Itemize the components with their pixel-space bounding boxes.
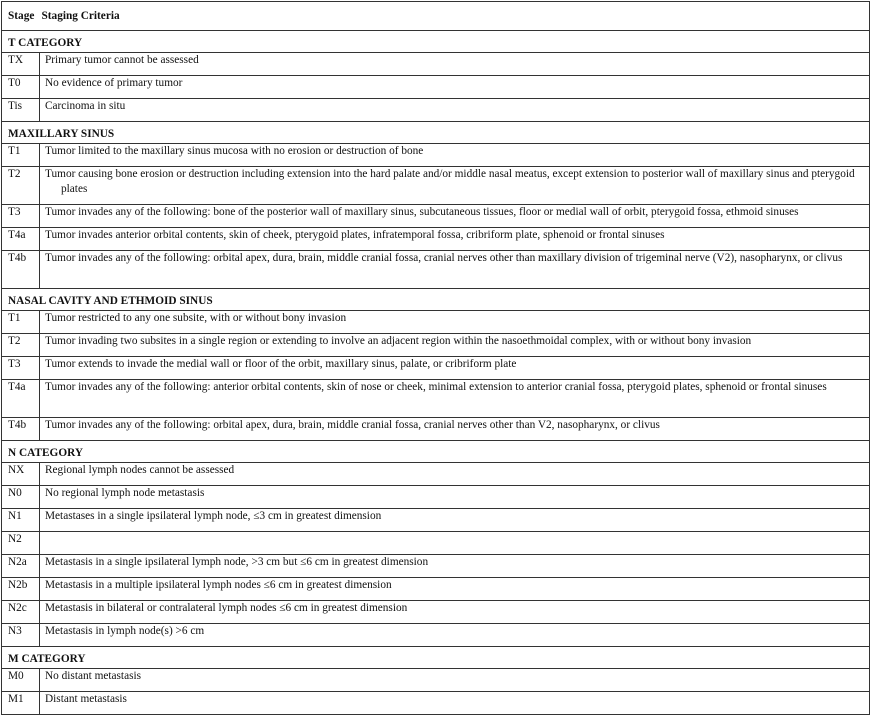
criteria-text: Tumor invades any of the following: anterior orbital contents, skin of nose or cheek, minimal extension to anterior cranial fossa, pterygoid plates, sphenoid or frontal sinuses bbox=[45, 381, 827, 393]
table-row bbox=[2, 532, 870, 555]
table-row bbox=[2, 578, 870, 601]
section-title: T CATEGORY bbox=[2, 31, 870, 53]
criteria-cell bbox=[40, 144, 870, 167]
stage-cell: T1 bbox=[2, 311, 40, 334]
criteria-cell bbox=[40, 334, 870, 357]
criteria-text: Tumor extends to invade the medial wall or floor of the orbit, maxillary sinus, palate, or cribriform plate bbox=[45, 358, 517, 370]
stage-cell: N2b bbox=[2, 578, 40, 601]
criteria-cell bbox=[40, 380, 870, 418]
criteria-text: Regional lymph nodes cannot be assessed bbox=[45, 464, 235, 476]
section-title: MAXILLARY SINUS bbox=[2, 122, 870, 144]
stage-cell: Tis bbox=[2, 99, 40, 122]
stage-cell: T4b bbox=[2, 418, 40, 441]
criteria-cell bbox=[40, 311, 870, 334]
table-row bbox=[2, 334, 870, 357]
table-row bbox=[2, 251, 870, 289]
criteria-cell bbox=[40, 251, 870, 289]
table-row bbox=[2, 692, 870, 715]
table-row bbox=[2, 205, 870, 228]
criteria-text: Metastasis in lymph node(s) >6 cm bbox=[45, 625, 205, 637]
table-row bbox=[2, 463, 870, 486]
table-row bbox=[2, 509, 870, 532]
stage-cell: T4a bbox=[2, 228, 40, 251]
table-row bbox=[2, 144, 870, 167]
stage-cell: NX bbox=[2, 463, 40, 486]
section-header-row bbox=[2, 289, 870, 311]
stage-cell: N2a bbox=[2, 555, 40, 578]
stage-cell: T2 bbox=[2, 334, 40, 357]
stage-cell: M1 bbox=[2, 692, 40, 715]
stage-cell: N0 bbox=[2, 486, 40, 509]
criteria-cell bbox=[40, 624, 870, 647]
criteria-text: Tumor invades any of the following: orbital apex, dura, brain, middle cranial fossa, cranial nerves other than V2, nasopharynx, or clivus bbox=[45, 419, 660, 431]
stage-cell: T2 bbox=[2, 167, 40, 205]
stage-cell: T1 bbox=[2, 144, 40, 167]
criteria-cell bbox=[40, 601, 870, 624]
header-row bbox=[2, 2, 870, 31]
stage-cell: N2c bbox=[2, 601, 40, 624]
criteria-text: Carcinoma in situ bbox=[45, 100, 126, 112]
criteria-text: Tumor restricted to any one subsite, with or without bony invasion bbox=[45, 312, 347, 324]
criteria-cell bbox=[40, 418, 870, 441]
section-title: M CATEGORY bbox=[2, 647, 870, 669]
criteria-cell bbox=[40, 357, 870, 380]
criteria-text: Tumor causing bone erosion or destruction including extension into the hard palate and/or middle nasal meatus, except extension to posterior wall of maxillary sinus and pterygoid plates bbox=[45, 168, 855, 195]
criteria-text: Tumor limited to the maxillary sinus mucosa with no erosion or destruction of bone bbox=[45, 145, 424, 157]
table-row bbox=[2, 76, 870, 99]
criteria-cell bbox=[40, 167, 870, 205]
criteria-cell bbox=[40, 486, 870, 509]
table-row bbox=[2, 167, 870, 205]
header-stage: Stage bbox=[2, 2, 40, 31]
section-title: NASAL CAVITY AND ETHMOID SINUS bbox=[2, 289, 870, 311]
stage-cell: M0 bbox=[2, 669, 40, 692]
stage-cell: T4b bbox=[2, 251, 40, 289]
section-header-row bbox=[2, 31, 870, 53]
criteria-cell bbox=[40, 205, 870, 228]
section-title: N CATEGORY bbox=[2, 441, 870, 463]
staging-table-body bbox=[2, 2, 870, 715]
criteria-cell bbox=[40, 509, 870, 532]
stage-cell: N3 bbox=[2, 624, 40, 647]
criteria-text: No distant metastasis bbox=[45, 670, 142, 682]
header-criteria: Staging Criteria bbox=[40, 2, 870, 31]
stage-cell: T4a bbox=[2, 380, 40, 418]
criteria-text: No evidence of primary tumor bbox=[45, 77, 183, 89]
criteria-text: Metastasis in a multiple ipsilateral lymph nodes ≤6 cm in greatest dimension bbox=[45, 579, 392, 591]
stage-cell: N1 bbox=[2, 509, 40, 532]
table-row bbox=[2, 601, 870, 624]
stage-cell: T0 bbox=[2, 76, 40, 99]
table-row bbox=[2, 418, 870, 441]
table-row bbox=[2, 228, 870, 251]
criteria-cell bbox=[40, 692, 870, 715]
table-row bbox=[2, 357, 870, 380]
criteria-text: Distant metastasis bbox=[45, 693, 127, 705]
staging-table bbox=[1, 1, 870, 715]
criteria-cell bbox=[40, 555, 870, 578]
stage-cell: TX bbox=[2, 53, 40, 76]
criteria-cell bbox=[40, 578, 870, 601]
table-row bbox=[2, 669, 870, 692]
section-header-row bbox=[2, 441, 870, 463]
criteria-cell bbox=[40, 532, 870, 555]
table-row bbox=[2, 53, 870, 76]
criteria-text: Tumor invades anterior orbital contents, skin of cheek, pterygoid plates, infratemporal fossa, cribriform plate, sphenoid or frontal sinuses bbox=[45, 229, 665, 241]
section-header-row bbox=[2, 122, 870, 144]
criteria-text: Primary tumor cannot be assessed bbox=[45, 54, 199, 66]
table-row bbox=[2, 311, 870, 334]
stage-cell: T3 bbox=[2, 357, 40, 380]
criteria-text: Tumor invading two subsites in a single region or extending to involve an adjacent region within the nasoethmoidal complex, with or without bony invasion bbox=[45, 335, 752, 347]
criteria-text: Metastases in a single ipsilateral lymph node, ≤3 cm in greatest dimension bbox=[45, 510, 382, 522]
criteria-cell bbox=[40, 669, 870, 692]
table-row bbox=[2, 99, 870, 122]
table-row bbox=[2, 380, 870, 418]
table-row bbox=[2, 555, 870, 578]
table-row bbox=[2, 486, 870, 509]
section-header-row bbox=[2, 647, 870, 669]
table-row bbox=[2, 624, 870, 647]
criteria-cell bbox=[40, 76, 870, 99]
criteria-cell bbox=[40, 228, 870, 251]
stage-cell: T3 bbox=[2, 205, 40, 228]
criteria-text: No regional lymph node metastasis bbox=[45, 487, 205, 499]
stage-cell: N2 bbox=[2, 532, 40, 555]
criteria-cell bbox=[40, 463, 870, 486]
criteria-text: Tumor invades any of the following: orbital apex, dura, brain, middle cranial fossa, cranial nerves other than maxillary division of trigeminal nerve (V2), nasopharynx, or clivus bbox=[45, 252, 843, 264]
criteria-text: Metastasis in a single ipsilateral lymph node, >3 cm but ≤6 cm in greatest dimension bbox=[45, 556, 429, 568]
criteria-cell bbox=[40, 99, 870, 122]
criteria-text: Metastasis in bilateral or contralateral lymph nodes ≤6 cm in greatest dimension bbox=[45, 602, 408, 614]
criteria-text: Tumor invades any of the following: bone of the posterior wall of maxillary sinus, subcutaneous tissues, floor or medial wall of orbit, pterygoid fossa, ethmoid sinuses bbox=[45, 206, 799, 218]
criteria-cell bbox=[40, 53, 870, 76]
